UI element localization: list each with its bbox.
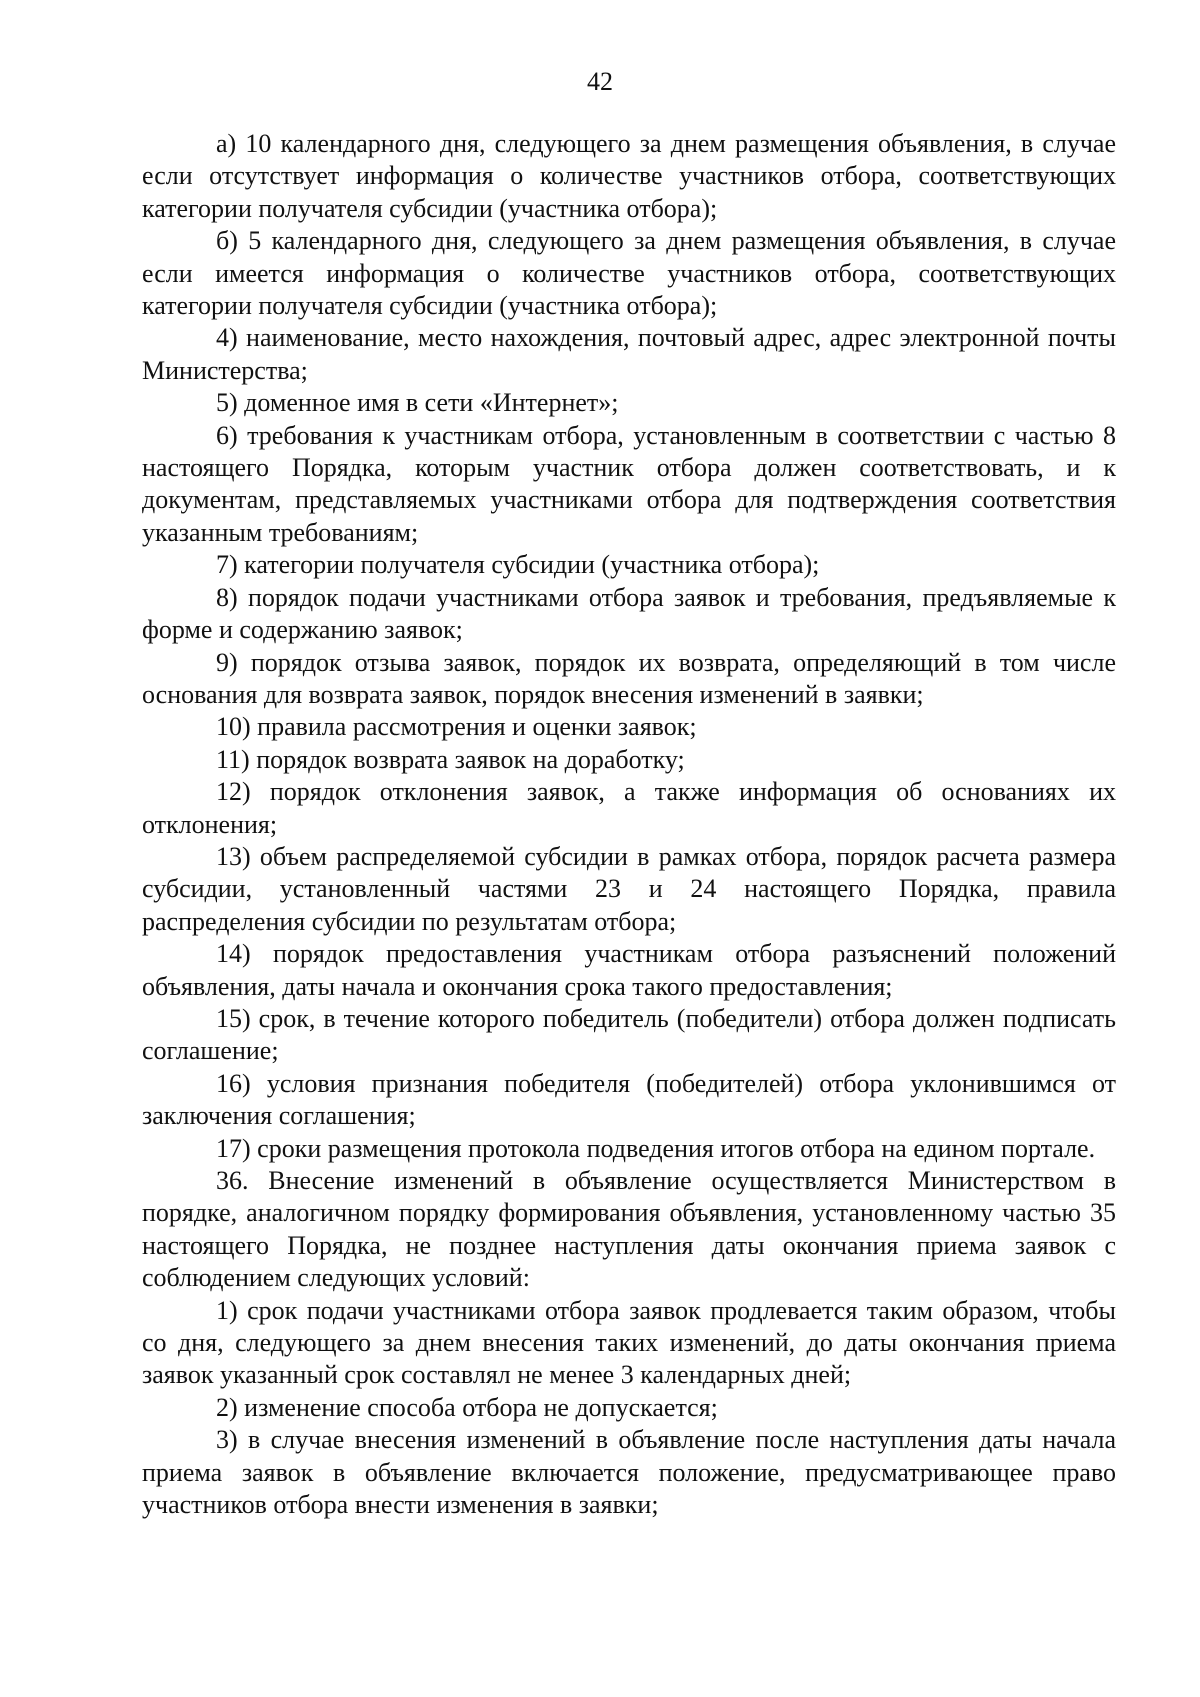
paragraph-b: б) 5 календарного дня, следующего за днем размещения объявления, в случае если имеется информация о количестве участников отбора, соответствующих категории получателя субсидии (участника отбора); [142, 226, 1116, 321]
paragraph-item-9: 9) порядок отзыва заявок, порядок их возврата, определяющий в том числе основания для возврата заявок, порядок внесения изменений в заявки; [142, 647, 1116, 709]
paragraph-item-10: 10) правила рассмотрения и оценки заявок; [216, 712, 697, 742]
paragraph-item-7: 7) категории получателя субсидии (участника отбора); [216, 550, 820, 580]
paragraph-item-13: 13) объем распределяемой субсидии в рамках отбора, порядок расчета размера субсидии, установленный частями 23 и 24 настоящего Порядка, правила распределения субсидии по результатам отбора; [142, 841, 1116, 936]
paragraph-condition-2: 2) изменение способа отбора не допускается; [216, 1392, 718, 1422]
paragraph-condition-1: 1) срок подачи участниками отбора заявок продлевается таким образом, чтобы со дня, следующего за днем внесения таких изменений, до даты окончания приема заявок указанный срок составлял не менее 3 календарных дней; [142, 1295, 1116, 1390]
paragraph-section-36: 36. Внесение изменений в объявление осуществляется Министерством в порядке, аналогичном порядку формирования объявления, установленному частью 35 настоящего Порядка, не позднее наступления даты окончания приема заявок с соблюдением следующих условий: [142, 1166, 1116, 1293]
document-body [142, 128, 1116, 1521]
paragraph-item-5: 5) доменное имя в сети «Интернет»; [216, 388, 619, 418]
paragraph-item-16: 16) условия признания победителя (победителей) отбора уклонившимся от заключения соглашения; [142, 1068, 1116, 1131]
paragraph-item-11: 11) порядок возврата заявок на доработку; [216, 744, 685, 774]
paragraph-item-15: 15) срок, в течение которого победитель (победители) отбора должен подписать соглашение; [142, 1003, 1116, 1066]
paragraph-item-17: 17) сроки размещения протокола подведения итогов отбора на едином портале. [216, 1133, 1096, 1163]
paragraph-a: а) 10 календарного дня, следующего за днем размещения объявления, в случае если отсутствует информация о количестве участников отбора, соответствующих категории получателя субсидии (участника отбора); [142, 129, 1116, 223]
paragraph-item-8: 8) порядок подачи участниками отбора заявок и требования, предъявляемые к форме и содержанию заявок; [142, 582, 1116, 645]
paragraph-item-12: 12) порядок отклонения заявок, а также информация об основаниях их отклонения; [142, 777, 1116, 839]
paragraph-item-14: 14) порядок предоставления участникам отбора разъяснений положений объявления, даты начала и окончания срока такого предоставления; [142, 939, 1116, 1001]
page-number: 42 [587, 67, 613, 96]
paragraph-condition-3: 3) в случае внесения изменений в объявление после наступления даты начала приема заявок в объявление включается положение, предусматривающее право участников отбора внести изменения в заявки; [142, 1425, 1116, 1520]
paragraph-item-4: 4) наименование, место нахождения, почтовый адрес, адрес электронной почты Министерства; [142, 323, 1116, 385]
paragraph-item-6: 6) требования к участникам отбора, установленным в соответствии с частью 8 настоящего Порядка, которым участник отбора должен соответствовать, и к документам, представляемых участниками отбора для подтверждения соответствия указанным требованиям; [142, 420, 1116, 547]
